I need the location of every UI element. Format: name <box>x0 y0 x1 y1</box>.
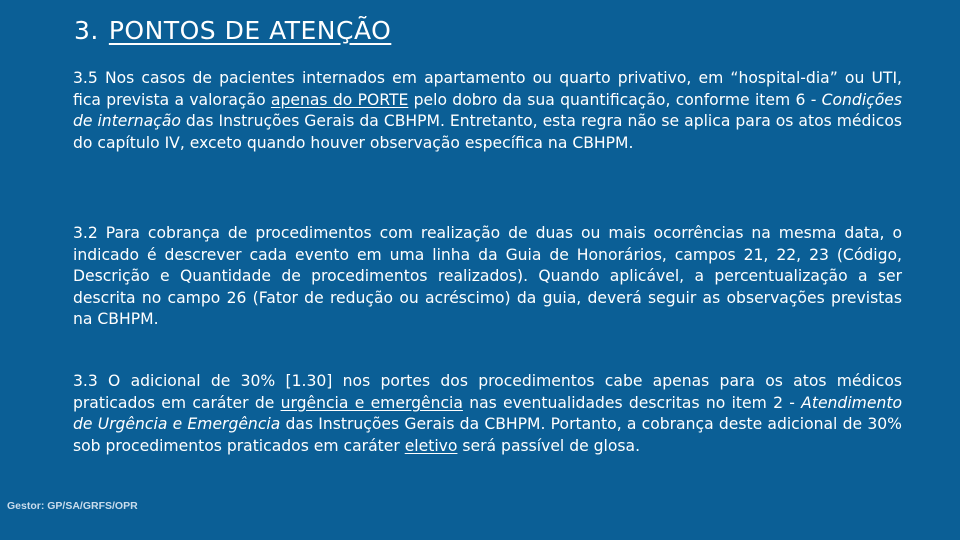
underlined-text: urgência e emergência <box>280 393 463 412</box>
paragraph-3-2 <box>73 223 902 331</box>
paragraph-3-5 <box>73 68 902 154</box>
paragraph-text: será passível de glosa. <box>457 436 641 455</box>
underlined-text: eletivo <box>404 436 458 455</box>
paragraph-text: 3.5 Nos casos de pacientes internados em apartamento ou quarto privativo, em “hospital-dia” ou UTI, fica prevista a valoração <box>73 69 902 109</box>
italic-text: Atendimento de Urgência e Emergência <box>73 393 902 434</box>
title-text: PONTOS DE ATENÇÃO <box>108 16 392 45</box>
slide-title <box>74 12 391 50</box>
paragraph-3-3 <box>73 371 902 457</box>
paragraph-text: nas eventualidades descritas no item 2 - <box>462 393 802 412</box>
underlined-text: apenas do PORTE <box>270 90 409 109</box>
paragraph-text: pelo dobro da sua quantificação, conforme item 6 - <box>408 90 822 109</box>
paragraph-text: das Instruções Gerais da CBHPM. Portanto, a cobrança deste adicional de 30% sob procedimentos praticados em caráter <box>73 415 902 455</box>
footer-manager: Gestor: GP/SA/GRFS/OPR <box>7 500 138 512</box>
paragraph-text: 3.2 Para cobrança de procedimentos com realização de duas ou mais ocorrências na mesma data, o indicado é descrever cada evento em uma linha da Guia de Honorários, campos 21, 22, 23 (Código, Descrição e Quantidade de procedimentos realizados). Quando aplicável, a percentualização a ser descrita no campo 26 (Fator de redução ou acréscimo) da guia, deverá seguir as observações previstas na CBHPM. <box>73 224 902 329</box>
italic-text: Condições de internação <box>73 90 902 131</box>
paragraph-text: das Instruções Gerais da CBHPM. Entretanto, esta regra não se aplica para os atos médicos do capítulo IV, exceto quando houver observação específica na CBHPM. <box>73 112 902 152</box>
title-number: 3. <box>74 16 99 45</box>
paragraph-text: 3.3 O adicional de 30% [1.30] nos portes dos procedimentos cabe apenas para os atos médicos praticados em caráter de <box>73 372 902 412</box>
